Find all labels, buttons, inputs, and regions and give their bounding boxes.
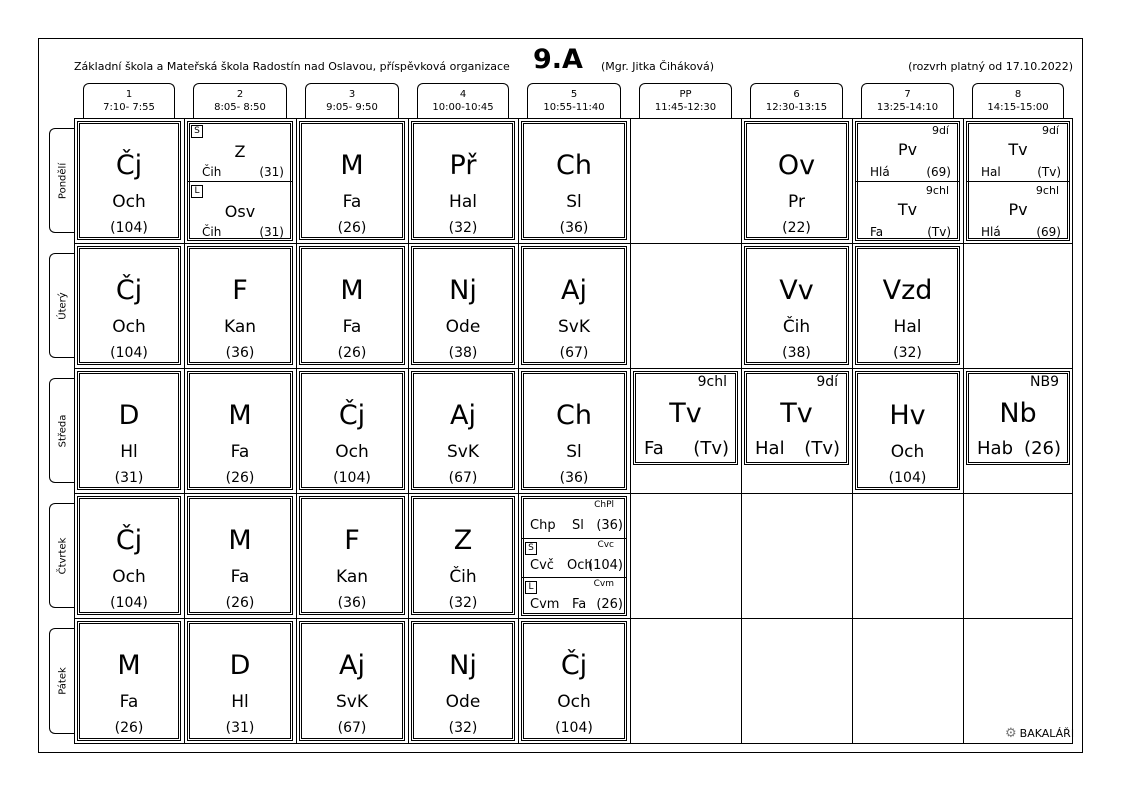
period-time: 8:05- 8:50 [214, 102, 266, 113]
teacher: Fa [644, 438, 664, 459]
subject: Nj [449, 275, 477, 306]
class-teacher: (Mgr. Jitka Čiháková) [601, 60, 714, 73]
subject: Čj [115, 525, 143, 556]
lesson-card[interactable] [187, 371, 293, 490]
room: (32) [448, 595, 478, 611]
room: (104) [588, 558, 623, 573]
period-header [639, 83, 732, 118]
group-flag: L [191, 185, 203, 198]
room: (36) [559, 220, 589, 236]
room: (36) [559, 470, 589, 486]
teacher: Sl [566, 192, 582, 212]
subject: Nj [449, 650, 477, 681]
teacher: SvK [558, 317, 590, 337]
teacher: Fa [572, 597, 587, 612]
room: (38) [782, 345, 811, 361]
teacher: Och [557, 692, 591, 712]
teacher: Och [112, 192, 146, 212]
valid-from: (rozvrh platný od 17.10.2022) [908, 60, 1073, 73]
period-time: 14:15-15:00 [987, 102, 1049, 113]
subject: D [118, 400, 140, 431]
subject: M [228, 400, 252, 431]
subject: Vzd [882, 275, 933, 306]
subject: Čj [115, 275, 143, 306]
period-number: 6 [793, 89, 800, 100]
room: (67) [448, 470, 478, 486]
period-number: PP [679, 89, 692, 100]
grid-row-line [74, 243, 1073, 244]
school-name: Základní škola a Mateřská škola Radostín nad Oslavou, příspěvková organizace [74, 60, 510, 73]
day-name: Pátek [57, 667, 68, 695]
subject: Pv [1008, 200, 1028, 219]
period-header [750, 83, 843, 118]
subject: Aj [339, 650, 365, 681]
subject: Osv [224, 202, 256, 221]
room: (31) [114, 470, 144, 486]
lesson-half[interactable] [188, 181, 292, 243]
subject: M [117, 650, 141, 681]
lesson-card[interactable] [77, 246, 181, 365]
period-time: 9:05- 9:50 [326, 102, 378, 113]
group-flag: S [191, 125, 203, 138]
period-time: 11:45-12:30 [654, 102, 717, 113]
teacher: SvK [336, 692, 368, 712]
day-label [49, 628, 75, 734]
bakalari-logo [1005, 726, 1074, 741]
room: (104) [110, 345, 148, 361]
lesson-card[interactable] [187, 621, 293, 741]
subject: Tv [780, 398, 813, 429]
room: (26) [596, 597, 623, 612]
teacher: Hal [893, 317, 922, 337]
subject: F [232, 275, 248, 306]
period-number: 8 [1014, 89, 1022, 100]
period-time: 13:25-14:10 [876, 102, 939, 113]
lesson-card[interactable] [411, 496, 515, 615]
group-label: 9chl [925, 184, 949, 197]
teacher: Fa [230, 567, 250, 587]
room: (32) [448, 720, 478, 736]
period-header [193, 83, 287, 118]
subject: M [340, 150, 364, 181]
grid-column-line [963, 118, 964, 744]
group-label: Cvc [597, 540, 614, 550]
gear-icon: ⚙ [1005, 726, 1017, 741]
grid-row-line [74, 368, 1073, 369]
period-header [83, 83, 175, 118]
group-flag: L [525, 581, 537, 594]
teacher: Fa [230, 442, 250, 462]
grid-column-line [630, 118, 631, 744]
logo-text: BAKALÁŘI [1019, 727, 1075, 740]
teacher: Fa [119, 692, 139, 712]
room: (Tv) [1037, 165, 1061, 179]
subject: Cvm [530, 597, 560, 612]
lesson-card[interactable] [744, 371, 849, 465]
room: (36) [337, 595, 367, 611]
lesson-card[interactable] [633, 371, 738, 465]
teacher: Hl [231, 692, 249, 712]
subject: Př [449, 150, 477, 181]
period-header [305, 83, 399, 118]
period-time: 10:55-11:40 [543, 102, 605, 113]
teacher: Hab [977, 438, 1013, 459]
lesson-part[interactable] [522, 538, 626, 578]
lesson-card[interactable] [855, 121, 960, 241]
room: (Tv) [804, 438, 840, 459]
period-header [527, 83, 621, 118]
room: (104) [555, 720, 593, 736]
group-label: ChPl [594, 500, 614, 510]
lesson-card[interactable] [411, 371, 515, 490]
room: (69) [1036, 225, 1061, 239]
room: (32) [893, 345, 922, 361]
day-label [49, 128, 75, 233]
teacher: Och [335, 442, 369, 462]
period-header [972, 83, 1064, 118]
period-number: 7 [904, 89, 911, 100]
room: (67) [337, 720, 367, 736]
grid-row-line [74, 618, 1073, 619]
lesson-card[interactable] [299, 621, 405, 741]
lesson-card[interactable] [855, 246, 960, 365]
subject: Cvč [530, 558, 554, 573]
teacher: Pr [788, 192, 805, 212]
lesson-half[interactable] [967, 181, 1069, 243]
grid-column-line [852, 118, 853, 744]
period-number: 1 [125, 89, 133, 100]
lesson-half[interactable] [856, 181, 959, 243]
group-label: 9dí [931, 124, 949, 137]
subject: Pv [897, 140, 918, 159]
teacher: Och [890, 442, 925, 462]
subject: Ov [777, 150, 816, 181]
teacher: Hal [981, 165, 1001, 179]
lesson-card[interactable] [187, 121, 293, 241]
period-header [861, 83, 954, 118]
subject: Čj [338, 400, 366, 431]
room: (36) [225, 345, 255, 361]
lesson-card[interactable] [299, 496, 405, 615]
subject: M [228, 525, 252, 556]
room: (26) [337, 220, 367, 236]
subject: Tv [669, 398, 702, 429]
lesson-card[interactable] [411, 621, 515, 741]
teacher: Kan [335, 567, 369, 587]
subject: Aj [450, 400, 476, 431]
room: (22) [782, 220, 811, 236]
teacher: Hlá [870, 165, 890, 179]
room: (31) [259, 225, 284, 239]
teacher: SvK [447, 442, 479, 462]
day-label [49, 378, 75, 483]
teacher: Och [567, 558, 593, 573]
subject: Čj [560, 650, 588, 681]
lesson-card[interactable] [411, 121, 515, 240]
subject: Tv [897, 200, 918, 219]
lesson-half[interactable] [967, 122, 1069, 181]
teacher: Och [112, 567, 146, 587]
lesson-part[interactable] [522, 497, 626, 538]
room: (31) [259, 165, 284, 179]
room: (104) [110, 595, 148, 611]
teacher: Čih [202, 165, 222, 179]
period-number: 2 [236, 89, 244, 100]
teacher: Čih [782, 317, 811, 337]
lesson-card[interactable] [299, 371, 405, 490]
room: (104) [110, 220, 148, 236]
subject: D [229, 650, 251, 681]
subject: Tv [1008, 140, 1028, 159]
lesson-card[interactable] [77, 121, 181, 240]
teacher: Kan [223, 317, 257, 337]
lesson-card[interactable] [411, 246, 515, 365]
lesson-card[interactable] [77, 621, 181, 741]
day-label [49, 503, 75, 608]
lesson-card[interactable] [77, 371, 181, 490]
subject: Ch [556, 150, 592, 181]
lesson-card[interactable] [521, 121, 627, 240]
room: (26) [337, 345, 367, 361]
lesson-card[interactable] [855, 371, 960, 490]
subject: Chp [530, 518, 556, 533]
class-title: 9.A [533, 44, 583, 75]
subject: Ch [556, 400, 592, 431]
group-label: 9dí [816, 374, 838, 390]
lesson-card[interactable] [966, 121, 1070, 241]
day-name: Středa [57, 414, 68, 447]
lesson-card[interactable] [187, 246, 293, 365]
grid-column-line [741, 118, 742, 744]
teacher: Ode [445, 692, 481, 712]
lesson-card[interactable] [521, 371, 627, 490]
lesson-part[interactable] [522, 577, 626, 618]
group-flag: S [525, 542, 537, 555]
day-name: Úterý [57, 291, 68, 320]
lesson-card[interactable] [966, 371, 1070, 465]
period-time: 7:10- 7:55 [103, 102, 155, 113]
group-label: 9chl [1035, 184, 1059, 197]
room: (26) [1024, 438, 1061, 459]
lesson-card[interactable] [521, 246, 627, 365]
period-number: 5 [570, 89, 578, 100]
teacher: Čih [202, 225, 222, 239]
teacher: Hl [120, 442, 138, 462]
room: (104) [333, 470, 371, 486]
subject: F [344, 525, 360, 556]
lesson-card[interactable] [77, 496, 181, 615]
room: (Tv) [693, 438, 729, 459]
teacher: Fa [870, 225, 884, 239]
room: (38) [448, 345, 478, 361]
teacher: Čih [449, 567, 477, 587]
period-time: 12:30-13:15 [765, 102, 828, 113]
period-header [417, 83, 509, 118]
room: (Tv) [927, 225, 951, 239]
day-label [49, 253, 75, 358]
grid-column-line [408, 118, 409, 744]
room: (26) [225, 595, 255, 611]
teacher: Hal [449, 192, 477, 212]
room: (32) [448, 220, 478, 236]
lesson-card[interactable] [299, 246, 405, 365]
lesson-card[interactable] [521, 621, 627, 741]
subject: Z [453, 525, 473, 556]
teacher: Fa [342, 192, 362, 212]
grid-column-line [296, 118, 297, 744]
room: (36) [596, 518, 623, 533]
subject: Aj [561, 275, 587, 306]
room: (26) [114, 720, 144, 736]
lesson-card[interactable] [744, 121, 849, 240]
grid-row-line [74, 493, 1073, 494]
room: (31) [225, 720, 255, 736]
group-label: 9chl [697, 374, 727, 390]
period-time: 10:00-10:45 [432, 102, 494, 113]
day-name: Čtvrtek [57, 537, 68, 574]
room: (26) [225, 470, 255, 486]
period-number: 3 [348, 89, 356, 100]
subject: M [340, 275, 364, 306]
room: (67) [559, 345, 589, 361]
lesson-half[interactable] [188, 122, 292, 181]
group-label: Cvm [593, 579, 614, 589]
teacher: Hlá [981, 225, 1001, 239]
grid-column-line [518, 118, 519, 744]
subject: Hv [889, 400, 926, 431]
lesson-card[interactable] [521, 496, 627, 616]
grid-column-line [184, 118, 185, 744]
subject: Čj [115, 150, 143, 181]
lesson-card[interactable] [187, 496, 293, 615]
lesson-half[interactable] [856, 122, 959, 181]
group-label: 9dí [1041, 124, 1059, 137]
teacher: Fa [342, 317, 362, 337]
subject: Z [234, 142, 246, 161]
teacher: Hal [755, 438, 785, 459]
teacher: Sl [572, 518, 584, 533]
room: (69) [926, 165, 951, 179]
group-label: NB9 [1030, 374, 1059, 390]
room: (104) [888, 470, 927, 486]
teacher: Ode [445, 317, 481, 337]
teacher: Och [112, 317, 146, 337]
lesson-card[interactable] [299, 121, 405, 240]
day-name: Pondělí [57, 162, 68, 199]
lesson-card[interactable] [744, 246, 849, 365]
subject: Nb [999, 398, 1037, 429]
teacher: Sl [566, 442, 582, 462]
subject: Vv [779, 275, 814, 306]
period-number: 4 [459, 89, 467, 100]
